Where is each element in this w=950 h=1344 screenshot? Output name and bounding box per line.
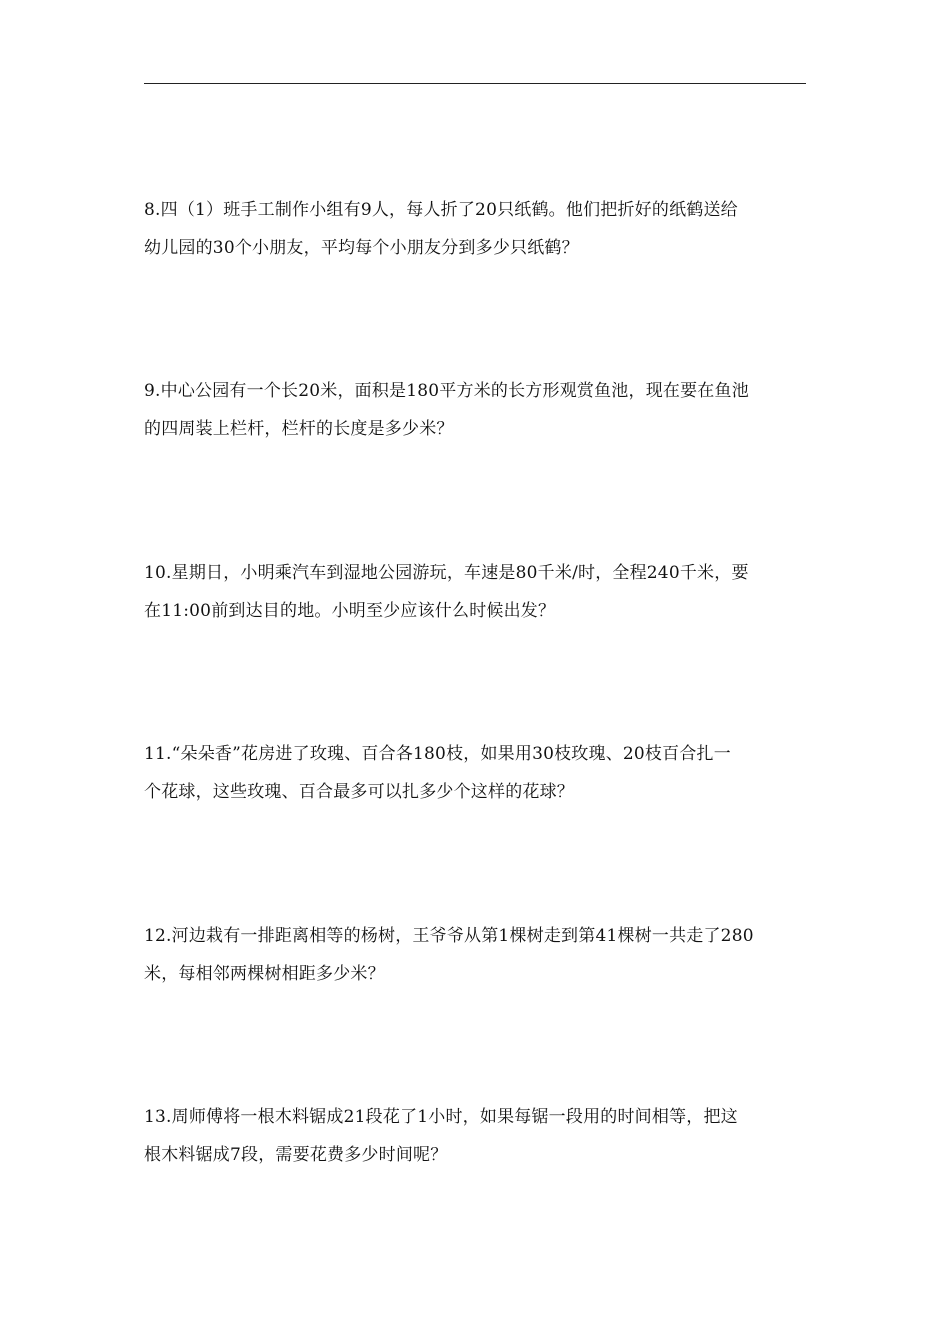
question-9	[144, 372, 808, 448]
question-line: 9.中心公园有一个长20米，面积是180平方米的长方形观赏鱼池，现在要在鱼池	[144, 381, 749, 401]
question-13	[144, 1098, 808, 1174]
question-line: 幼儿园的30个小朋友，平均每个小朋友分到多少只纸鹤？	[144, 238, 579, 258]
question-line: 米，每相邻两棵树相距多少米？	[144, 964, 385, 984]
question-10	[144, 554, 808, 630]
question-line: 12.河边栽有一排距离相等的杨树，王爷爷从第1棵树走到第41棵树一共走了280	[144, 926, 754, 946]
question-line: 在11:00前到达目的地。小明至少应该什么时候出发？	[144, 601, 556, 621]
question-8	[144, 191, 808, 267]
question-line: 11.“朵朵香”花房进了玫瑰、百合各180枝，如果用30枝玫瑰、20枝百合扎一	[144, 744, 731, 764]
question-line: 个花球，这些玫瑰、百合最多可以扎多少个这样的花球？	[144, 782, 574, 802]
header-rule	[144, 83, 806, 84]
question-11	[144, 735, 808, 811]
question-line: 根木料锯成7段，需要花费多少时间呢？	[144, 1145, 448, 1165]
question-line: 的四周装上栏杆，栏杆的长度是多少米？	[144, 419, 454, 439]
question-line: 8.四（1）班手工制作小组有9人，每人折了20只纸鹤。他们把折好的纸鹤送给	[144, 200, 738, 220]
question-line: 10.星期日，小明乘汽车到湿地公园游玩，车速是80千米/时，全程240千米，要	[144, 563, 749, 583]
question-line: 13.周师傅将一根木料锯成21段花了1小时，如果每锯一段用的时间相等，把这	[144, 1107, 738, 1127]
question-12	[144, 917, 808, 993]
